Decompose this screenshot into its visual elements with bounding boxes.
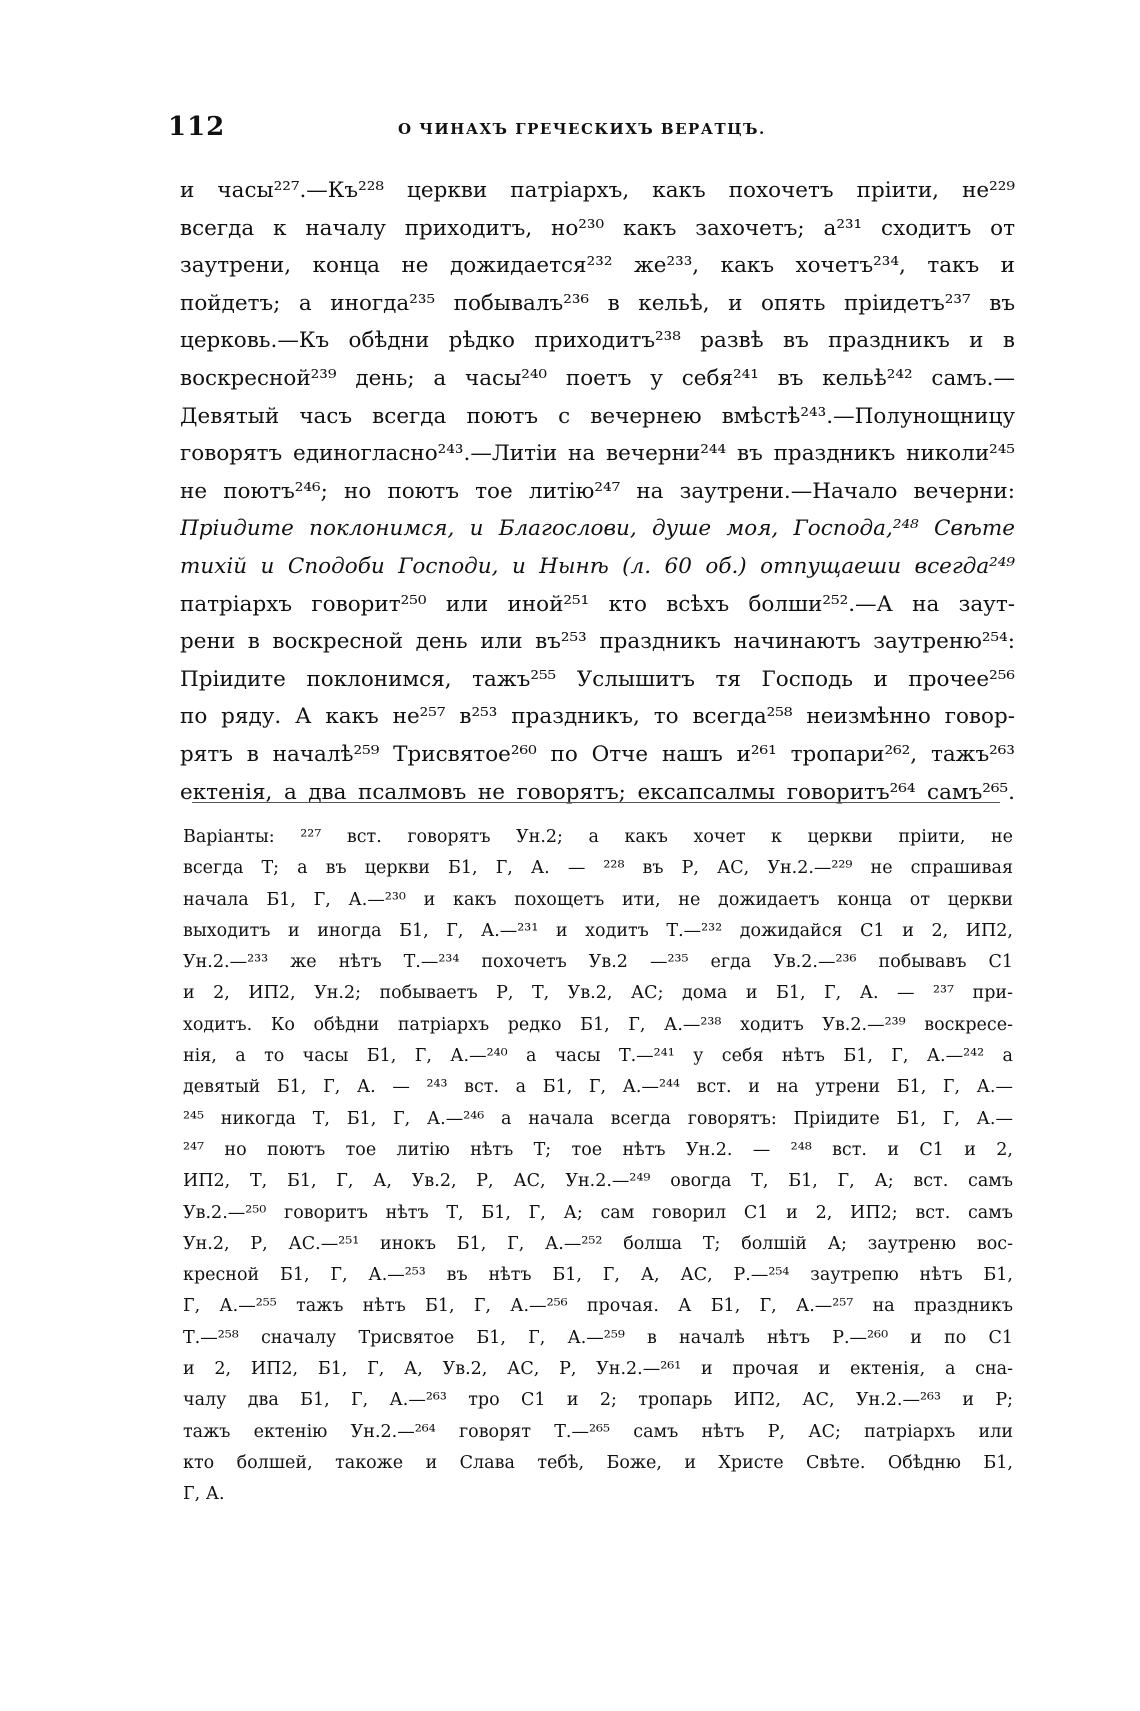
main-text-line: не поютъ²⁴⁶; но поютъ тое литію²⁴⁷ на заутрени.—Начало вечерни: [180, 478, 1015, 504]
variant-apparatus [183, 822, 1013, 1511]
main-text-line: ектенія, а два псалмовъ не говорятъ; ексапсалмы говоритъ²⁶⁴ самъ²⁶⁵. [180, 779, 1015, 805]
apparatus-line: ИП2, Т, Б1, Г, А, Ув.2, Р, АС, Ун.2.—²⁴⁹ овогда Т, Б1, Г, А; вст. самъ [183, 1171, 1013, 1192]
apparatus-line: Г, А. [183, 1484, 225, 1505]
main-text-line: пойдетъ; а иногда²³⁵ побывалъ²³⁶ в кельѣ, и опять пріидетъ²³⁷ въ [180, 290, 1015, 316]
main-text-line: заутрени, конца не дожидается²³² же²³³, какъ хочетъ²³⁴, такъ и [180, 253, 1015, 279]
main-text-line: церковь.—Къ обѣдни рѣдко приходитъ²³⁸ развѣ въ праздникъ и в [180, 328, 1015, 354]
apparatus-line: ²⁴⁵ никогда Т, Б1, Г, А.—²⁴⁶ а начала всегда говорятъ: Пріидите Б1, Г, А.— [183, 1108, 1013, 1129]
running-head [168, 112, 988, 152]
apparatus-line: нія, а то часы Б1, Г, А.—²⁴⁰ а часы Т.—²⁴¹ у себя нѣтъ Б1, Г, А.—²⁴² а [183, 1046, 1013, 1067]
page-header-title: О ЧИНАХЪ ГРЕЧЕСКИХЪ ВЕРАТЦЪ. [398, 120, 766, 138]
apparatus-line: ходитъ. Ко обѣдни патріархъ редко Б1, Г, А.—²³⁸ ходитъ Ув.2.—²³⁹ воскресе- [183, 1014, 1013, 1035]
main-text-line: рени в воскресной день или въ²⁵³ праздникъ начинаютъ заутреню²⁵⁴: [180, 629, 1015, 655]
apparatus-line: Варіанты: ²²⁷ вст. говорятъ Ун.2; а какъ хочет к церкви пріити, не [183, 827, 1013, 847]
footnote-divider [192, 802, 1000, 803]
apparatus-line: и 2, ИП2, Ун.2; побываетъ Р, Т, Ув.2, АС; дома и Б1, Г, А. — ²³⁷ при- [183, 983, 1013, 1004]
apparatus-line: тажъ ектенію Ун.2.—²⁶⁴ говорят Т.—²⁶⁵ самъ нѣтъ Р, АС; патріархъ или [183, 1421, 1013, 1442]
apparatus-line: начала Б1, Г, А.—²³⁰ и какъ похощетъ ити, не дожидаетъ конца от церкви [183, 889, 1013, 910]
main-text-line: Девятый часъ всегда поютъ с вечернею вмѣстѣ²⁴³.—Полунощницу [180, 403, 1015, 429]
main-text-line: и часы²²⁷.—Къ²²⁸ церкви патріархъ, какъ похочетъ пріити, не²²⁹ [180, 178, 1015, 203]
main-text-line: рятъ в началѣ²⁵⁹ Трисвятое²⁶⁰ по Отче нашъ и²⁶¹ тропари²⁶², тажъ²⁶³ [180, 741, 1015, 767]
main-text [180, 172, 1015, 811]
apparatus-line: выходитъ и иногда Б1, Г, А.—²³¹ и ходитъ Т.—²³² дожидайся С1 и 2, ИП2, [183, 920, 1013, 941]
apparatus-line: кресной Б1, Г, А.—²⁵³ въ нѣтъ Б1, Г, А, АС, Р.—²⁵⁴ заутрепю нѣтъ Б1, [183, 1265, 1013, 1286]
apparatus-line: Г, А.—²⁵⁵ тажъ нѣтъ Б1, Г, А.—²⁵⁶ прочая. А Б1, Г, А.—²⁵⁷ на праздникъ [183, 1296, 1013, 1317]
main-text-line: говорятъ единогласно²⁴³.—Литіи на вечерни²⁴⁴ въ праздникъ николи²⁴⁵ [180, 441, 1015, 467]
main-text-line: всегда к началу приходитъ, но²³⁰ какъ захочетъ; а²³¹ сходитъ от [180, 215, 1015, 241]
page-number: 112 [168, 112, 226, 142]
main-text-line: воскресной²³⁹ день; а часы²⁴⁰ поетъ у себя²⁴¹ въ кельѣ²⁴² самъ.— [180, 365, 1015, 391]
main-text-line: тихій и Сподоби Господи, и Нынѣ (л. 60 об.) отпущаеши всегда²⁴⁹ [180, 553, 1015, 579]
main-text-line: по ряду. А какъ не²⁵⁷ в²⁵³ праздникъ, то всегда²⁵⁸ неизмѣнно говор- [180, 704, 1015, 730]
apparatus-line: Ув.2.—²⁵⁰ говоритъ нѣтъ Т, Б1, Г, А; сам говорил С1 и 2, ИП2; вст. самъ [183, 1202, 1013, 1223]
apparatus-line: Ун.2, Р, АС.—²⁵¹ инокъ Б1, Г, А.—²⁵² болша Т; болшій А; заутреню вос- [183, 1233, 1013, 1254]
apparatus-line: кто болшей, такоже и Слава тебѣ, Боже, и Христе Свѣте. Обѣдню Б1, [183, 1452, 1013, 1473]
main-text-line: патріархъ говорит²⁵⁰ или иной²⁵¹ кто всѣхъ болши²⁵².—А на заут- [180, 591, 1015, 617]
apparatus-line: и 2, ИП2, Б1, Г, А, Ув.2, АС, Р, Ун.2.—²⁶¹ и прочая и ектенія, а сна- [183, 1359, 1013, 1380]
apparatus-line: девятый Б1, Г, А. — ²⁴³ вст. а Б1, Г, А.—²⁴⁴ вст. и на утрени Б1, Г, А.— [183, 1077, 1013, 1098]
apparatus-line: Т.—²⁵⁸ сначалу Трисвятое Б1, Г, А.—²⁵⁹ в началѣ нѣтъ Р.—²⁶⁰ и по С1 [183, 1327, 1013, 1348]
main-text-line: Пріидите поклонимся, и Благослови, душе моя, Господа,²⁴⁸ Свѣте [180, 516, 1015, 542]
apparatus-line: всегда Т; а въ церкви Б1, Г, А. — ²²⁸ въ Р, АС, Ун.2.—²²⁹ не спрашивая [183, 858, 1013, 879]
main-text-line: Пріидите поклонимся, тажъ²⁵⁵ Услышитъ тя Господь и прочее²⁵⁶ [180, 666, 1015, 692]
apparatus-line: ²⁴⁷ но поютъ тое литію нѣтъ Т; тое нѣтъ Ун.2. — ²⁴⁸ вст. и С1 и 2, [183, 1139, 1013, 1160]
apparatus-line: Ун.2.—²³³ же нѣтъ Т.—²³⁴ похочетъ Ув.2 —²³⁵ егда Ув.2.—²³⁶ побывавъ С1 [183, 952, 1013, 973]
apparatus-line: чалу два Б1, Г, А.—²⁶³ тро С1 и 2; тропарь ИП2, АС, Ун.2.—²⁶³ и Р; [183, 1390, 1013, 1411]
